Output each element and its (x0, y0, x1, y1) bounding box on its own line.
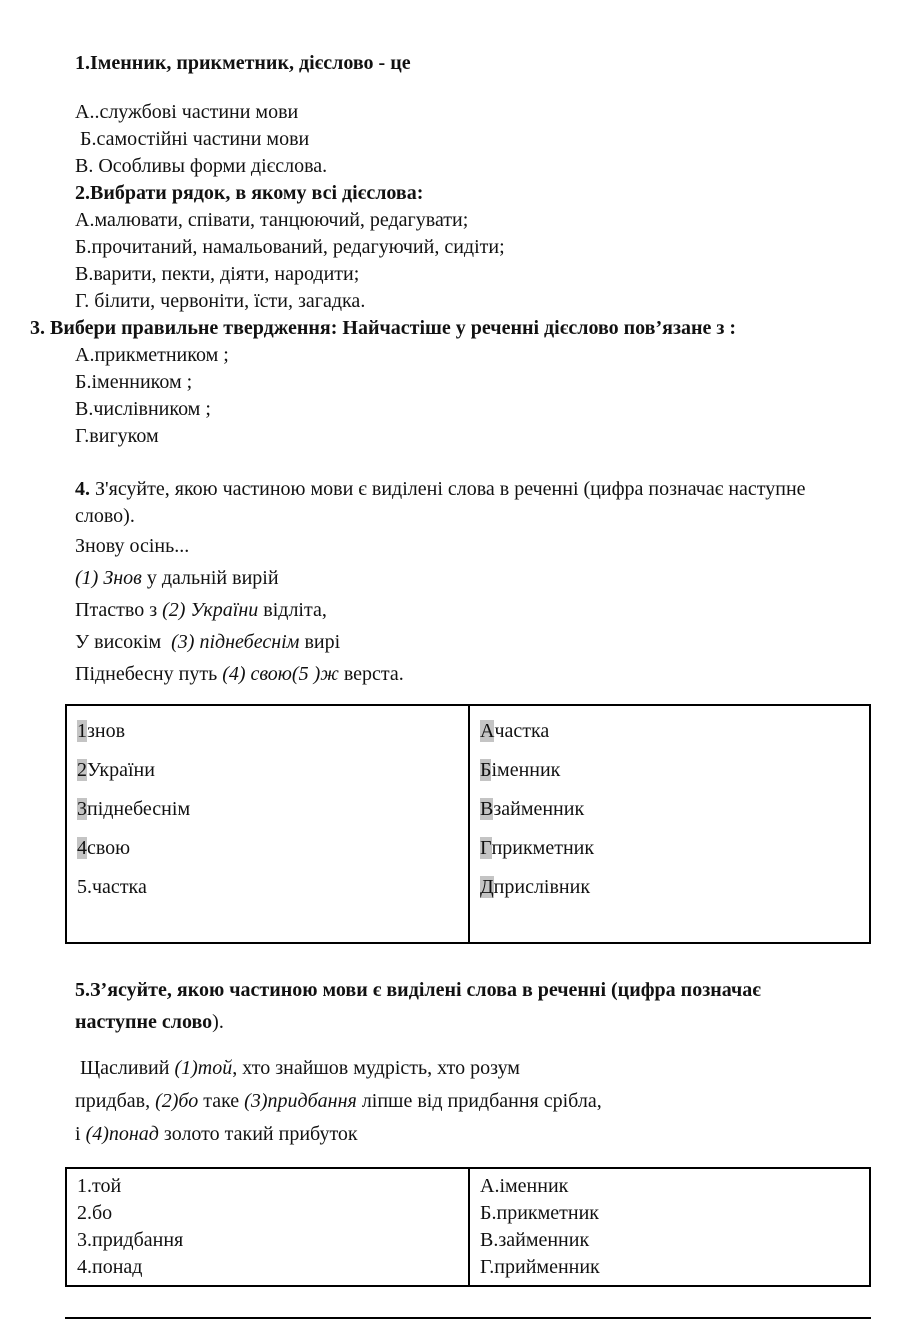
question-5-text (75, 1052, 870, 1151)
table-line: Ачастка (480, 720, 550, 742)
answer-option: Б.самостійні частини мови (75, 128, 310, 150)
answer-option: Г.вигуком (75, 425, 159, 447)
table-line: Дприслівник (480, 876, 591, 898)
poem-line: Птаство з (2) України відліта, (75, 599, 327, 621)
poem-line: (1) Знов у дальній вирій (75, 567, 279, 589)
answer-option: А.малювати, співати, танцюючий, редагувати; (75, 209, 469, 231)
table-line: 2України (77, 759, 155, 781)
question-4-title: 4. З'ясуйте, якою частиною мови є виділені слова в реченні (цифра позначає наступне слово). (75, 478, 811, 527)
table-line: 1.той (77, 1175, 122, 1197)
cut-off-table-border (65, 1317, 871, 1319)
question-2 (75, 180, 870, 315)
answer-option: В.числівником ; (75, 398, 211, 420)
poem-line: У високім (3) піднебеснім вирі (75, 631, 341, 653)
table-line: Б.прикметник (480, 1202, 600, 1224)
answer-option: Г. білити, червоніти, їсти, загадка. (75, 290, 366, 312)
question-4 (75, 476, 870, 944)
question-3 (30, 315, 870, 450)
table-line: 1знов (77, 720, 126, 742)
table-line: 3піднебеснім (77, 798, 191, 820)
match-table-q4-right-column (470, 706, 869, 942)
text-line: Щасливий (1)той, хто знайшов мудрість, хто розум (75, 1057, 520, 1079)
question-5-title-text: 5.З’ясуйте, якою частиною мови є виділені слова в реченні (цифра позначає наступне слово). (75, 979, 766, 1033)
table-line: Взайменник (480, 798, 585, 820)
answer-option: А..службові частини мови (75, 101, 299, 123)
table-line: Г.прийменник (480, 1256, 600, 1278)
question-5-title (75, 974, 775, 1038)
match-table-q5 (65, 1167, 871, 1287)
poem-line: Знову осінь... (75, 535, 190, 557)
match-table-q5-right-column (470, 1169, 869, 1285)
table-line: В.займенник (480, 1229, 590, 1251)
question-4-poem (75, 530, 870, 690)
text-line: і (4)понад золото такий прибуток (75, 1123, 358, 1145)
match-table-q4-left-column (67, 706, 470, 942)
question-5 (75, 974, 870, 1287)
question-1-title: 1.Іменник, прикметник, дієслово - це (75, 52, 411, 74)
answer-option: В.варити, пекти, діяти, народити; (75, 263, 360, 285)
table-line: 5.частка (77, 876, 147, 898)
table-line: Гприкметник (480, 837, 595, 859)
text-line: придбав, (2)бо таке (3)придбання ліпше від придбання срібла, (75, 1090, 602, 1112)
question-3-title: 3. Вибери правильне твердження: Найчастіше у реченні дієслово пов’язане з : (30, 317, 737, 339)
question-2-title: 2.Вибрати рядок, в якому всі дієслова: (75, 182, 424, 204)
table-line: 3.придбання (77, 1229, 184, 1251)
answer-option: Б.прочитаний, намальований, редагуючий, сидіти; (75, 236, 505, 258)
poem-line: Піднебесну путь (4) свою(5 )ж верста. (75, 663, 404, 685)
table-line: А.іменник (480, 1175, 569, 1197)
table-line: Біменник (480, 759, 561, 781)
question-1 (75, 50, 870, 180)
match-table-q4 (65, 704, 871, 944)
table-line: 2.бо (77, 1202, 113, 1224)
answer-option: В. Особливы форми дієслова. (75, 155, 328, 177)
answer-option: А.прикметником ; (75, 344, 229, 366)
answer-option: Б.іменником ; (75, 371, 193, 393)
table-line: 4.понад (77, 1256, 143, 1278)
table-line: 4свою (77, 837, 131, 859)
match-table-q5-left-column (67, 1169, 470, 1285)
